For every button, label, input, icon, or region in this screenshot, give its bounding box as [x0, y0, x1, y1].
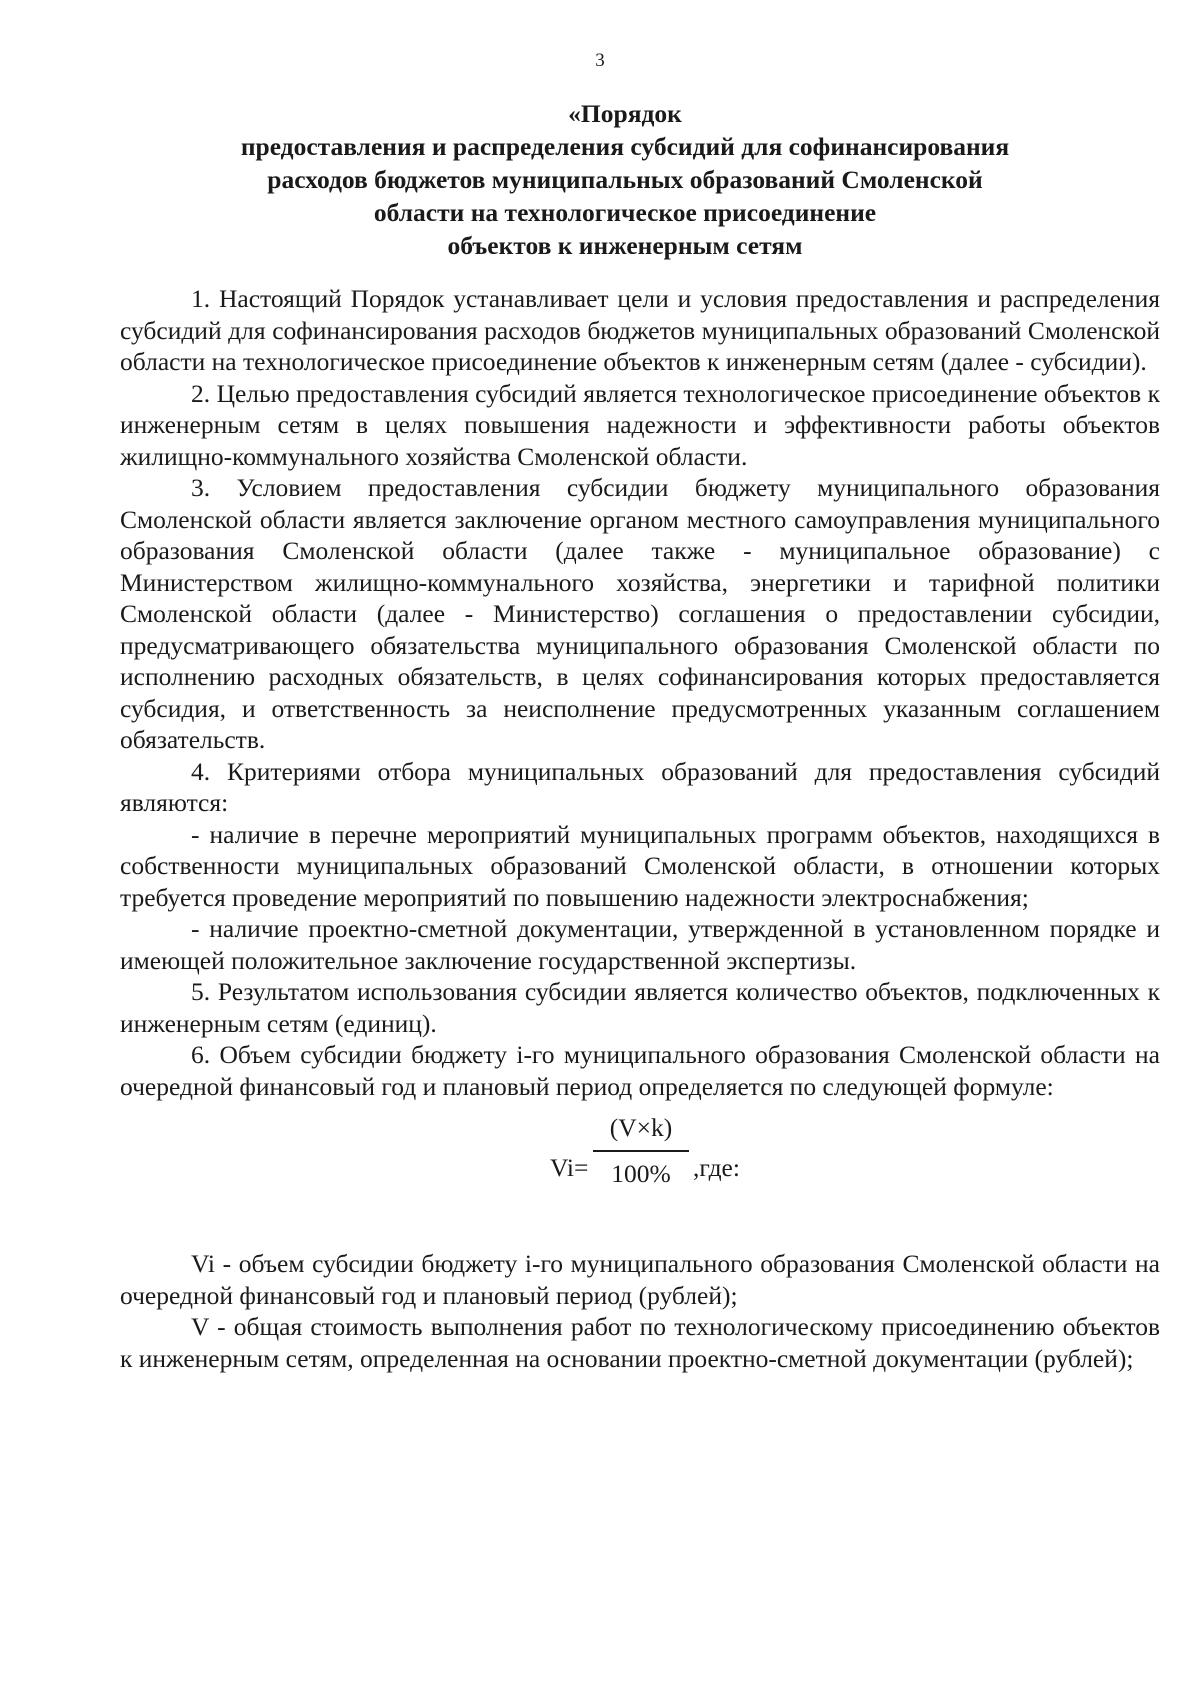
title-line: области на технологическое присоединение: [373, 198, 877, 227]
paragraph-5: 5. Результатом использования субсидии является количество объектов, подключенных к инженерным сетям (единиц).: [120, 977, 1160, 1038]
criteria-item-2: - наличие проектно-сметной документации, утвержденной в установленном порядке и имеющей положительное заключение государственной экспертизы.: [120, 914, 1160, 975]
title-line: объектов к инженерным сетям: [447, 231, 803, 260]
formula-tail: ,где:: [693, 1153, 740, 1182]
definition-vi: Vi - объем субсидии бюджету i-го муниципального образования Смоленской области на очередной финансовый год и плановый период (рублей);: [120, 1249, 1160, 1310]
title-line: расходов бюджетов муниципальных образований Смоленской: [267, 165, 983, 194]
formula-numerator: (V×k): [609, 1113, 673, 1142]
title-line: предоставления и распределения субсидий для софинансирования: [240, 132, 1010, 161]
criteria-item-1: - наличие в перечне мероприятий муниципальных программ объектов, находящихся в собственности муниципальных образований Смоленской области, в отношении которых требуется проведение мероприятий по повышению надежности электроснабжения;: [120, 819, 1160, 912]
page-number: 3: [595, 50, 605, 71]
definition-v: V - общая стоимость выполнения работ по технологическому присоединению объектов к инженерным сетям, определенная на основании проектно-сметной документации (рублей);: [120, 1312, 1160, 1373]
paragraph-1: 1. Настоящий Порядок устанавливает цели и условия предоставления и распределения субсидий для софинансирования расходов бюджетов муниципальных образований Смоленской области на технологическое присоединение объектов к инженерным сетям (далее - субсидии).: [120, 284, 1160, 376]
fraction-bar: [593, 1150, 689, 1152]
paragraph-3: 3. Условием предоставления субсидии бюджету муниципального образования Смоленской области является заключение органом местного самоуправления муниципального образования Смоленской области (далее также - муниципальное образование) с Министерством жилищно-коммунального хозяйства, энергетики и тарифной политики Смоленской области (далее - Министерство) соглашения о предоставлении субсидии, предусматривающего обязательства муниципального образования Смоленской области по исполнению расходных обязательств, в целях софинансирования которых предоставляется субсидия, и ответственность за неисполнение предусмотренных указанным соглашением обязательств.: [120, 473, 1160, 754]
paragraph-2: 2. Целью предоставления субсидий является технологическое присоединение объектов к инженерным сетям в целях повышения надежности и эффективности работы объектов жилищно-коммунального хозяйства Смоленской области.: [120, 378, 1160, 471]
paragraph-6: 6. Объем субсидии бюджету i-го муниципального образования Смоленской области на очередной финансовый год и плановый период определяется по следующей формуле:: [120, 1040, 1160, 1101]
formula-lhs: Vi=: [550, 1153, 589, 1182]
document-body: [120, 283, 1160, 1374]
document-title: [150, 97, 1100, 262]
formula-denominator: 100%: [611, 1159, 671, 1188]
subsidy-formula: [120, 1108, 1160, 1228]
formula-fraction: [593, 1108, 689, 1194]
paragraph-4: 4. Критериями отбора муниципальных образований для предоставления субсидий являются:: [120, 756, 1160, 817]
title-line: «Порядок: [568, 99, 682, 128]
